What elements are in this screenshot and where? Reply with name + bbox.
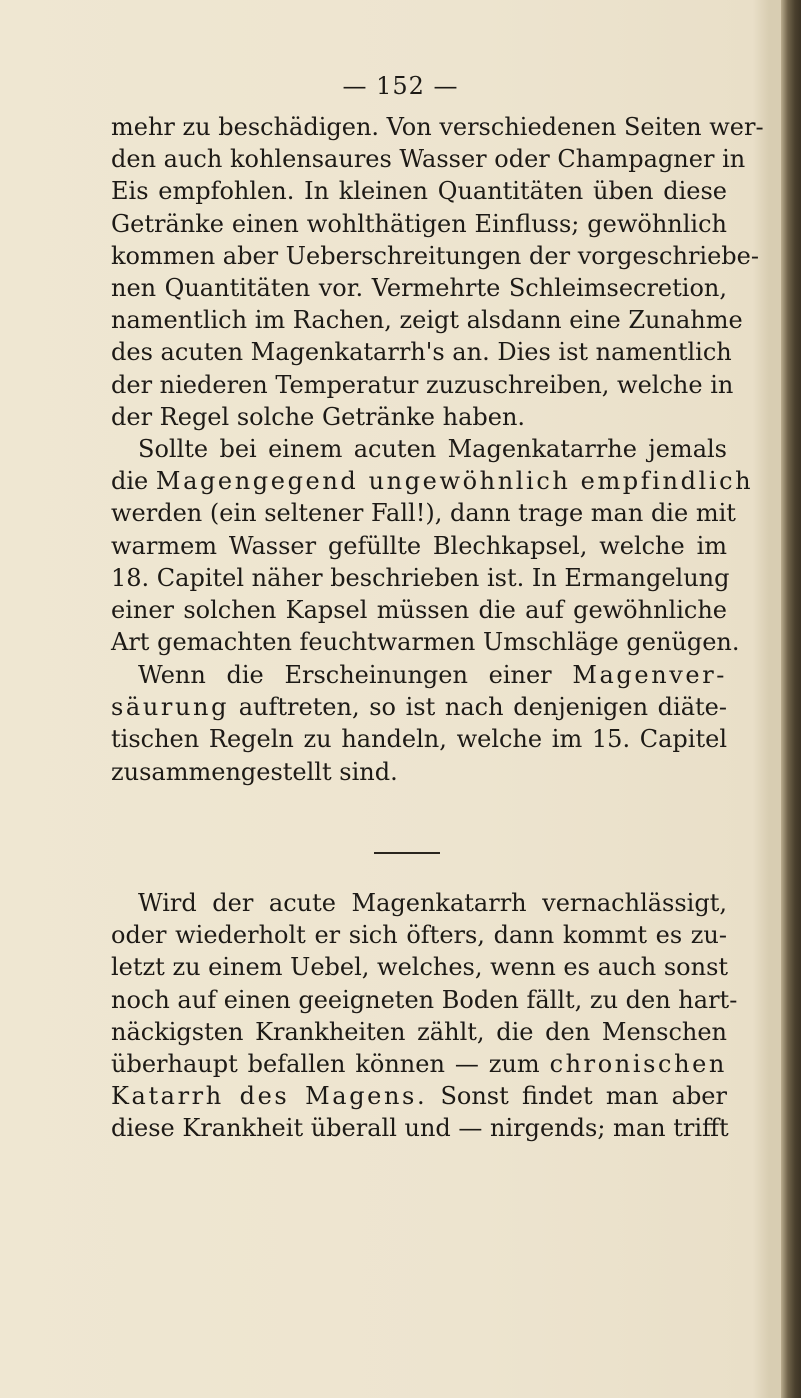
text-line [111, 1048, 727, 1080]
text-run: die [111, 467, 149, 496]
text-run: Wenn die Erscheinungen einer [138, 661, 552, 689]
text-line: diese Krankheit überall und — nirgends; man trifft [111, 1114, 729, 1143]
paragraph-1 [111, 111, 764, 433]
paragraph-2 [111, 433, 754, 658]
emphasis-text: säurung [111, 693, 230, 722]
text-line: Getränke einen wohlthätigen Einfluss; gewöhnlich [111, 209, 727, 238]
text-line: werden (ein seltener Fall!), dann trage man die mit [111, 499, 736, 528]
text-line: mehr zu beschädigen. Von verschiedenen Seiten wer- [111, 113, 764, 141]
paragraph-4 [111, 887, 738, 1145]
text-line: Sollte bei einem acuten Magenkatarrhe jemals [138, 435, 727, 463]
text-line: letzt zu einem Uebel, welches, wenn es auch sonst [111, 953, 729, 982]
paragraph-3 [111, 659, 727, 788]
emphasis-text: Katarrh des Magens. [111, 1082, 428, 1111]
text-line: 18. Capitel näher beschrieben ist. In Ermangelung [111, 563, 730, 592]
text-line: warmem Wasser gefüllte Blechkapsel, welche im [111, 531, 727, 560]
text-line: nen Quantitäten vor. Vermehrte Schleimsecretion, [111, 273, 727, 302]
text-run: auftreten, so ist nach denjenigen diäte- [238, 693, 727, 722]
text-line: Art gemachten feuchtwarmen Umschläge genügen. [111, 628, 740, 657]
page-edge [781, 0, 801, 1398]
text-line [111, 1080, 727, 1112]
text-line: namentlich im Rachen, zeigt alsdann eine Zunahme [111, 306, 743, 335]
text-line: zusammengestellt sind. [111, 757, 398, 786]
text-run: Sonst findet man aber [440, 1082, 727, 1111]
text-run: überhaupt befallen können — zum [111, 1049, 540, 1078]
section-divider [374, 852, 440, 854]
text-line [111, 465, 754, 497]
text-line: einer solchen Kapsel müssen die auf gewöhnliche [111, 595, 727, 624]
text-line: oder wiederholt er sich öfters, dann kommt es zu- [111, 921, 727, 950]
text-line: Eis empfohlen. In kleinen Quantitäten üben diese [111, 177, 727, 206]
text-line: der niederen Temperatur zuzuschreiben, welche in [111, 370, 734, 399]
text-line: des acuten Magenkatarrh's an. Dies ist namentlich [111, 338, 732, 367]
text-line: näckigsten Krankheiten zählt, die den Menschen [111, 1017, 727, 1046]
text-line [111, 659, 727, 691]
emphasis-text: Magengegend ungewöhnlich empfindlich [155, 467, 754, 496]
text-line [111, 691, 727, 723]
page-number: — 152 — [342, 72, 459, 100]
text-line: Wird der acute Magenkatarrh vernachlässigt, [138, 889, 727, 917]
text-line: kommen aber Ueberschreitungen der vorgeschriebe- [111, 241, 759, 270]
text-line: noch auf einen geeigneten Boden fällt, zu den hart- [111, 985, 738, 1014]
text-line: der Regel solche Getränke haben. [111, 402, 526, 431]
text-line: den auch kohlensaures Wasser oder Champagner in [111, 145, 746, 174]
emphasis-text: chronischen [549, 1049, 727, 1078]
text-line: tischen Regeln zu handeln, welche im 15. Capitel [111, 725, 727, 754]
emphasis-text: Magenver- [572, 661, 727, 689]
